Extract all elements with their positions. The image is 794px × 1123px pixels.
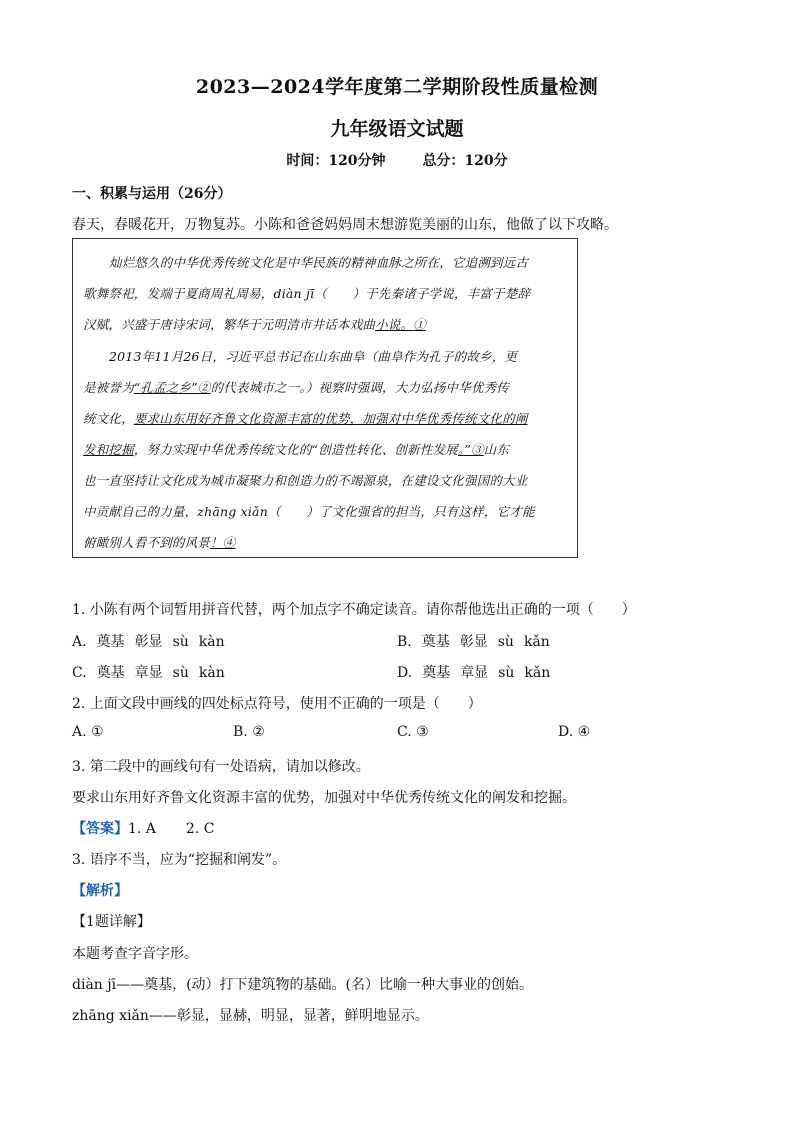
exam-subtitle: 九年级语文试题	[330, 118, 464, 140]
passage-line: 中贡献自己的力量，zhāng xiǎn（ ）了文化强省的担当，只有这样，它才能	[83, 504, 535, 519]
underlined-punct-3: 。”③	[457, 442, 484, 457]
passage-line: 2013年11月26日，习近平总书记在山东曲阜（曲阜作为孔子的故乡，更	[109, 349, 518, 364]
answer-3: 3. 语序不当，应为“挖掘和阐发”。	[72, 852, 287, 868]
underlined-punct-2: “孔孟之乡”②	[133, 380, 211, 395]
question-1-stem: 1. 小陈有两个词暂用拼音代替，两个加点字不确定读音。请你帮他选出正确的一项（ ）	[72, 602, 636, 618]
passage-line: 灿烂悠久的中华优秀传统文化是中华民族的精神血脉之所在，它追溯到远古	[109, 255, 529, 270]
q1-option-c[interactable]: C. 奠基 章显 sù kàn	[72, 665, 225, 681]
exam-meta	[0, 150, 794, 170]
underlined-sentence: 要求山东用好齐鲁文化资源丰富的优势，加强对中华优秀传统文化的阐	[133, 411, 528, 426]
exam-title: 2023—2024学年度第二学期阶段性质量检测	[195, 76, 599, 98]
question-2-stem: 2. 上面文段中画线的四处标点符号，使用不正确的一项是（ ）	[72, 696, 482, 712]
q2-option-d[interactable]: D. ④	[558, 724, 591, 740]
q1-option-b[interactable]: B. 奠基 彰显 sù kǎn	[397, 634, 550, 650]
analysis-line: zhāng xiǎn——彰显，显赫，明显，显著，鲜明地显示。	[72, 1008, 429, 1024]
analysis-tag: 【解析】	[72, 883, 128, 899]
passage-line: 是被誉为“孔孟之乡”②的代表城市之一。）视察时强调，大力弘扬中华优秀传	[83, 380, 510, 395]
underlined-punct-1: 小说。①	[375, 317, 426, 332]
section-heading: 一、积累与运用（26分）	[72, 186, 232, 202]
question-3-stem: 3. 第二段中的画线句有一处语病，请加以修改。	[72, 759, 370, 775]
passage-line: 歌舞祭祀，发端于夏商周礼周易，diàn jī（ ）于先秦诸子学说，丰富于楚辞	[83, 286, 531, 301]
q2-option-c[interactable]: C. ③	[397, 724, 429, 740]
question-3-sentence: 要求山东用好齐鲁文化资源丰富的优势，加强对中华优秀传统文化的阐发和挖掘。	[72, 790, 576, 806]
q2-option-b[interactable]: B. ②	[233, 724, 265, 740]
underlined-punct-4: ！④	[210, 535, 236, 550]
underlined-sentence-end: 发和挖掘	[83, 442, 134, 457]
passage-line: 俯瞰别人看不到的风景！④	[83, 535, 236, 550]
q1-option-d[interactable]: D. 奠基 章显 sù kǎn	[397, 665, 551, 681]
q1-option-a[interactable]: A. 奠基 彰显 sù kàn	[72, 634, 225, 650]
analysis-line: diàn jī——奠基，(动）打下建筑物的基础。(名）比喻一种大事业的创始。	[72, 977, 533, 993]
section-intro: 春天，春暖花开，万物复苏。小陈和爸爸妈妈周末想游览美丽的山东，他做了以下攻略。	[72, 217, 618, 233]
passage-line: 发和挖掘，努力实现中华优秀传统文化的“创造性转化、创新性发展。”③山东	[83, 442, 510, 457]
exam-score: 总分：120分	[422, 153, 508, 169]
q2-option-a[interactable]: A. ①	[72, 724, 104, 740]
exam-time: 时间：120分钟	[286, 153, 386, 169]
passage-line: 也一直坚持让文化成为城市凝聚力和创造力的不竭源泉，在建设文化强国的大业	[83, 473, 528, 488]
reading-passage-box	[72, 238, 578, 558]
passage-line: 汉赋，兴盛于唐诗宋词，繁华于元明清市井话本戏曲小说。①	[83, 317, 426, 332]
answer-line: 【答案】1. A 2. C	[72, 821, 215, 837]
analysis-line: 本题考查字音字形。	[72, 946, 198, 962]
analysis-subheading: 【1题详解】	[72, 914, 151, 930]
answer-tag: 【答案】	[72, 821, 128, 837]
passage-line: 统文化，要求山东用好齐鲁文化资源丰富的优势，加强对中华优秀传统文化的阐	[83, 411, 528, 426]
